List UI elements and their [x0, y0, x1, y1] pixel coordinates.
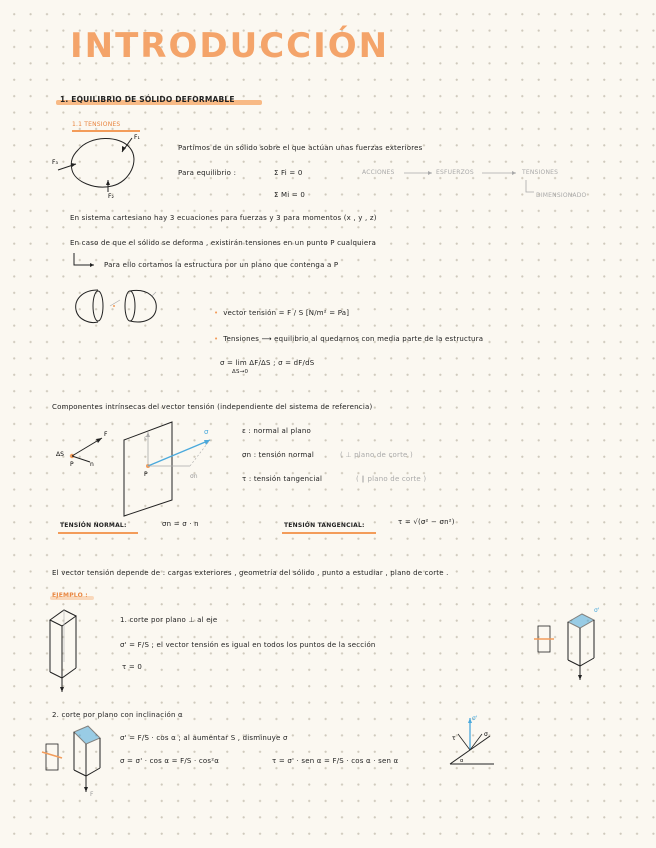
flow-arrow-3 [524, 180, 536, 194]
text-case2-eq3: τ = σ' · sen α = F/S · cos α · sen α [272, 757, 399, 765]
prism-figure-3 [40, 722, 110, 802]
text-case2: 2. corte por plano con inclinación α [52, 711, 183, 719]
flow-arrow-1 [404, 170, 434, 176]
bullet-dot: • [214, 309, 224, 317]
expr-normal: σn = σ · n [162, 520, 199, 528]
label-tau2: τ [452, 735, 456, 742]
bullet-tensiones-text: Tensiones ⟶ equilibrio al quedarnos con media parte de la estructura [223, 335, 484, 343]
text-sn-note: ( ⊥ plano de corte ) [340, 451, 413, 459]
flow-dimensionado: DIMENSIONADO [536, 192, 587, 199]
flow-esfuerzos: ESFUERZOS [436, 169, 474, 176]
label-sigma-p: σ' [594, 607, 600, 614]
text-deforms: En caso de que el sólido se deforma , existirán tensiones en un punto P cualquiera [70, 239, 376, 247]
bullet-vector-text: vector tensión = F / S [N/m² = Pa] [223, 309, 350, 317]
text-case1-tau: τ = 0 [122, 663, 142, 671]
text-intro: Partimos de un sólido sobre el que actúan unas fuerzas exteriores [178, 144, 423, 152]
label-sigma: σ [204, 428, 209, 436]
label-eps: ε [144, 435, 148, 442]
bullet-tensiones [214, 336, 483, 343]
text-normal: ε : normal al plano [242, 427, 312, 435]
expr-tangential: τ = √(σ² − σn²) [398, 518, 455, 526]
label-f-case2: F [90, 791, 94, 798]
label-normal: TENSIÓN NORMAL: [60, 522, 127, 529]
label-p: P [70, 461, 74, 468]
label-n: n [90, 461, 94, 468]
text-case2-eq2: σ = σ' · cos α = F/S · cos²α [120, 757, 220, 765]
label-normal-underline [58, 532, 138, 534]
bullet-vector [214, 310, 349, 317]
solid-forces-figure [50, 130, 150, 200]
text-cartesian: En sistema cartesiano hay 3 ecuaciones para fuerzas y 3 para momentos (x , y , z) [70, 214, 377, 222]
label-p2: P [144, 471, 148, 478]
text-eq-label: Para equilibrio : [178, 169, 237, 177]
example-highlight [50, 596, 94, 600]
text-eq1: Σ Fi = 0 [274, 169, 303, 177]
page-title: INTRODUCCIÓN [70, 26, 390, 66]
flow-acciones: ACCIONES [362, 169, 395, 176]
text-case2-eq1: σ' = F/S · cos α ; al aumentar S , disminuye σ [120, 734, 288, 742]
text-case1: 1. corte por plano ⊥ al eje [120, 616, 218, 624]
text-tau-note: ( ∥ plano de corte ) [356, 475, 427, 483]
label-alpha: α [460, 758, 464, 764]
flow-arrow-2 [482, 170, 518, 176]
bullet-dot: • [214, 335, 224, 343]
label-sigma2: σ [484, 731, 488, 738]
text-cut: Para ello cortamos la estructura por un plano que contenga a P [104, 261, 339, 269]
text-limit-sub: ΔS→0 [232, 369, 249, 375]
flow-tensiones: TENSIONES [522, 169, 559, 176]
label-ds: ΔS [56, 451, 64, 458]
prism-figure-1 [44, 606, 84, 696]
label-f1: F₁ [134, 134, 140, 141]
text-case1-eq: σ' = F/S ; el vector tensión es igual en todos los puntos de la sección [120, 641, 376, 649]
prism-figure-2 [532, 606, 612, 686]
label-example: EJEMPLO : [52, 592, 88, 599]
label-sn: σn [190, 473, 198, 480]
label-f2: F₂ [108, 193, 114, 200]
stress-decomposition-figure [446, 712, 506, 772]
text-depends: El vector tensión depende de : cargas exteriores , geometría del sólido , punto a estudiar , plano de corte . [52, 569, 449, 577]
label-f3: F₃ [52, 159, 58, 166]
section-heading: 1. EQUILIBRIO DE SÓLIDO DEFORMABLE [60, 95, 235, 104]
label-sigma-p2: σ' [472, 715, 478, 722]
text-eq2: Σ Mi = 0 [274, 191, 306, 199]
text-tau: τ : tensión tangencial [242, 475, 323, 483]
text-sn: σn : tensión normal [242, 451, 315, 459]
label-tangential-underline [282, 532, 376, 534]
text-limit: σ = lim ΔF/ΔS ; σ = dF/dS [220, 359, 315, 367]
label-f: F [104, 431, 108, 438]
cut-arrow [72, 253, 98, 269]
subheading: 1.1 TENSIONES [72, 121, 121, 128]
text-components: Componentes intrínsecas del vector tensión (independiente del sistema de referencia) [52, 403, 373, 411]
label-tangential: TENSIÓN TANGENCIAL: [284, 522, 365, 529]
cut-solid-figure [70, 284, 170, 330]
